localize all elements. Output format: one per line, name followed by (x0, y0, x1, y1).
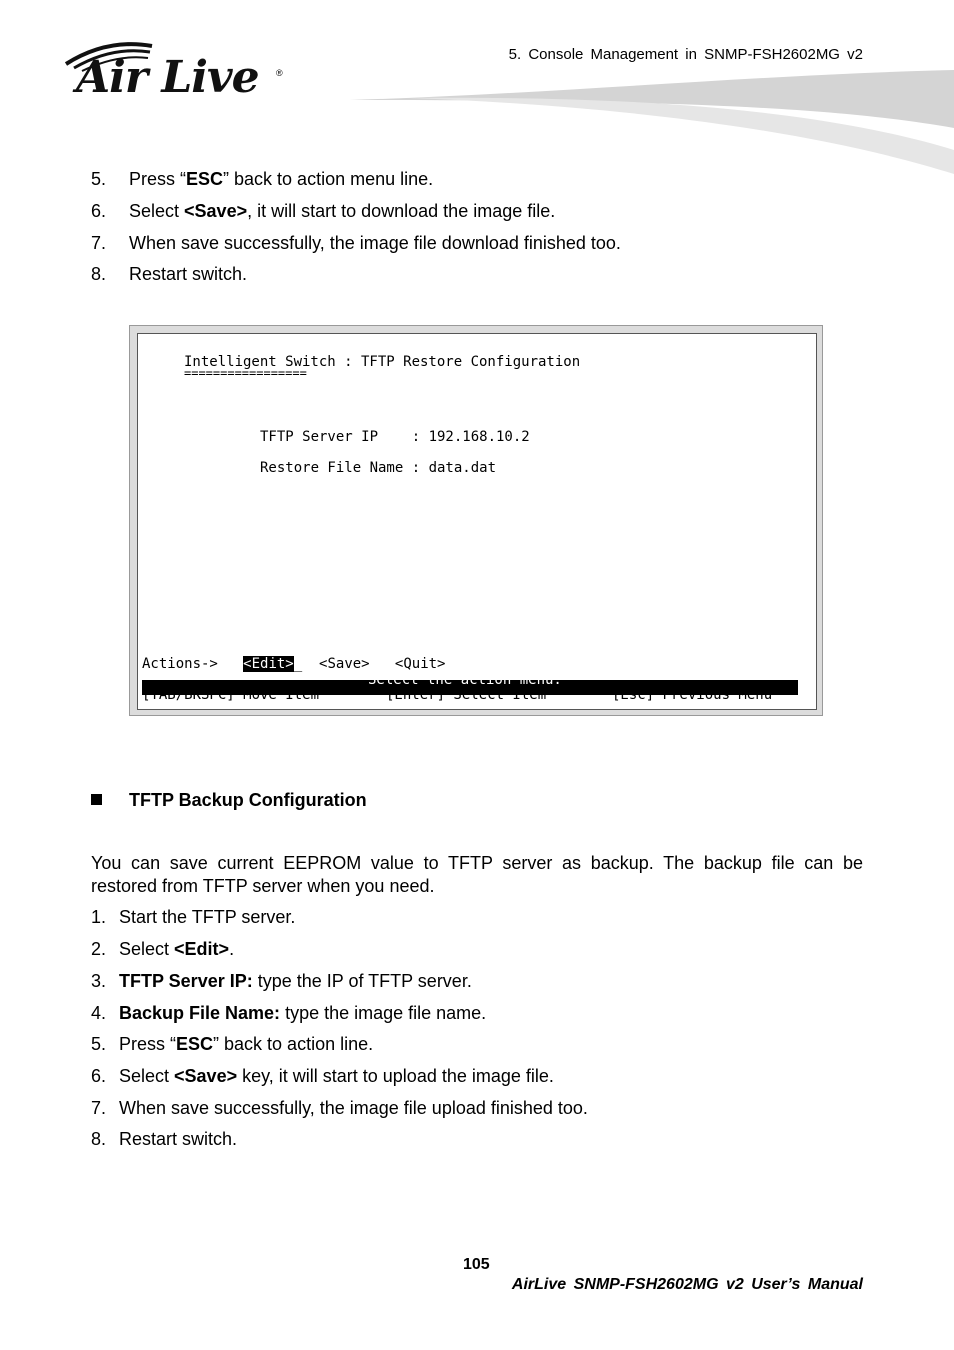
list-bold: <Save> (184, 201, 248, 221)
list-number: 4. (91, 1003, 107, 1023)
list-number: 1. (91, 907, 107, 927)
list-text: , it will start to download the image file. (247, 201, 556, 221)
cursor: _ (293, 656, 303, 672)
list-text: key, it will start to upload the image file. (237, 1066, 554, 1086)
hint-move: [TAB/BKSPC] Move Item (142, 687, 320, 703)
list-number: 6. (91, 201, 107, 221)
section-title: TFTP Backup Configuration (129, 790, 367, 810)
list-text: Select (119, 939, 175, 959)
list-text: When save successfully, the image file upload finished too. (119, 1098, 588, 1118)
list-text: ” back to action menu line. (223, 169, 434, 189)
list-bold: <Edit> (174, 939, 230, 959)
list-number: 5. (91, 169, 107, 189)
chapter-header: 5. Console Management in SNMP-FSH2602MG v2 (508, 46, 863, 63)
section-paragraph: You can save current EEPROM value to TFTP server as backup. The backup file can be restored from TFTP server when you need. (91, 853, 863, 896)
section-heading (91, 790, 367, 811)
list-number: 8. (91, 1129, 107, 1149)
list-bold: <Save> (174, 1066, 238, 1086)
terminal-window (129, 325, 823, 716)
header-swoosh (350, 66, 954, 176)
list-number: 7. (91, 233, 107, 253)
list-text: Restart switch. (119, 1129, 238, 1149)
action-menu (142, 656, 445, 672)
list-text: Press “ (119, 1034, 177, 1054)
list-text: When save successfully, the image file download finished too. (129, 233, 621, 253)
terminal-screen (137, 333, 817, 710)
restore-file-row (260, 460, 496, 476)
save-action[interactable]: <Save> (319, 656, 370, 672)
list-bold: ESC (186, 169, 224, 189)
list-bold: Backup File Name: (119, 1003, 281, 1023)
list-number: 5. (91, 1034, 107, 1054)
list-text: type the image file name. (280, 1003, 487, 1023)
restore-file-label: Restore File Name : (260, 460, 429, 476)
list-number: 8. (91, 264, 107, 284)
hint-previous: [Esc] Previous Menu (612, 687, 773, 703)
list-number: 6. (91, 1066, 107, 1086)
edit-action[interactable]: <Edit> (243, 656, 294, 672)
list-text: Start the TFTP server. (119, 907, 296, 927)
page-number: 105 (463, 1256, 490, 1273)
help-text: Select the action menu. (368, 672, 562, 688)
server-ip-field[interactable]: 192.168.10.2 (428, 429, 530, 445)
list-text: Restart switch. (129, 264, 248, 284)
square-bullet-icon (91, 794, 102, 805)
footer-manual-title: AirLive SNMP-FSH2602MG v2 User’s Manual (511, 1276, 863, 1293)
list-text: Press “ (129, 169, 187, 189)
server-ip-label: TFTP Server IP : (260, 429, 429, 445)
quit-action[interactable]: <Quit> (394, 656, 446, 672)
list-text: type the IP of TFTP server. (252, 971, 472, 991)
list-text: ” back to action line. (213, 1034, 374, 1054)
terminal-title: Intelligent Switch : TFTP Restore Configuration (184, 354, 581, 370)
actions-label: Actions-> (142, 656, 218, 672)
list-number: 3. (91, 971, 107, 991)
server-ip-row (260, 429, 530, 445)
terminal-title-underline: ================= (184, 366, 307, 380)
list-text: Select (129, 201, 185, 221)
list-number: 2. (91, 939, 107, 959)
airlive-logo (62, 40, 292, 110)
registered-mark: ® (276, 68, 283, 78)
list-bold: ESC (176, 1034, 214, 1054)
list-number: 7. (91, 1098, 107, 1118)
list-text: . (229, 939, 235, 959)
hint-select: [Enter] Select Item (386, 687, 547, 703)
list-bold: TFTP Server IP: (119, 971, 253, 991)
list-text: Select (119, 1066, 175, 1086)
logo-text: Air Live (76, 52, 259, 103)
restore-file-field[interactable]: data.dat (428, 460, 497, 476)
